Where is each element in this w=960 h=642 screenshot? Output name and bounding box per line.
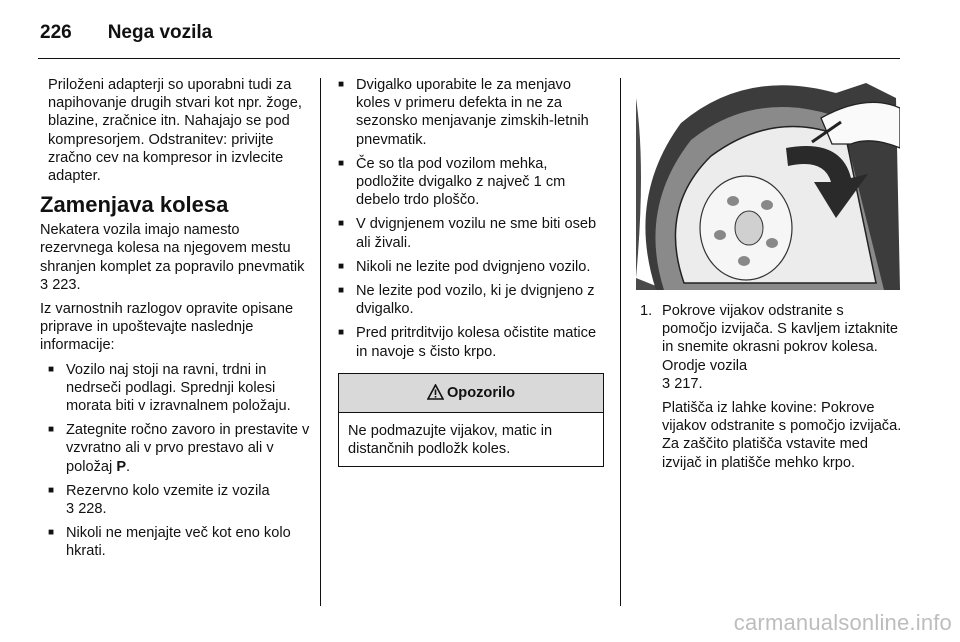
section-heading: Zamenjava kolesa xyxy=(40,192,229,218)
gear-position: P xyxy=(116,458,127,475)
list-item xyxy=(338,215,604,251)
reference-icon: 3 xyxy=(662,375,671,392)
bullet-icon: ■ xyxy=(48,363,55,375)
bullet-icon: ■ xyxy=(338,218,345,230)
list-item-text: Vozilo naj stoji na ravni, trdni in nedrseči podlagi. Sprednji kolesi morata biti v izravnalnem položaju. xyxy=(66,361,291,415)
list-item xyxy=(338,282,604,318)
list-item xyxy=(338,155,604,210)
page-header xyxy=(40,22,212,44)
reference-icon: 3 xyxy=(66,501,75,518)
list-item-text: V dvignjenem vozilu ne sme biti oseb ali živali. xyxy=(356,216,597,251)
column-2 xyxy=(338,76,604,467)
bullet-icon: ■ xyxy=(48,424,55,436)
intro-paragraph: Priloženi adapterji so uporabni tudi za napihovanje drugih stvari kot npr. žoge, blazine, zračnice itn. Nahajajo se pod kompresorjem. Odstranitev: privijte zračno cev na kompresor in izvlecite adapter. xyxy=(48,77,302,185)
list-item-text: Ne lezite pod vozilo, ki je dvignjeno z dvigalko. xyxy=(356,283,595,318)
list-item-text: Pred pritrditvijo kolesa očistite matice in navoje s čisto krpo. xyxy=(356,325,597,360)
bolt-cap-icon xyxy=(714,230,726,240)
list-item-text: Rezervno kolo vzemite iz vozila xyxy=(66,482,270,499)
step-extra-text: Platišča iz lahke kovine: Pokrove vijakov odstranite s pomočjo izvijača. Za zaščito platišča vstavite med izvijač in platišče mehko krpo. xyxy=(662,400,902,471)
column-3 xyxy=(640,302,902,472)
bolt-cap-icon xyxy=(761,200,773,210)
bolt-cap-icon xyxy=(738,256,750,266)
list-item xyxy=(338,324,604,360)
paragraph-2: Iz varnostnih razlogov opravite opisane priprave in upoštevajte naslednje informacije: xyxy=(40,301,294,354)
column-divider-1 xyxy=(320,78,321,606)
list-item xyxy=(48,524,312,560)
warning-body: Ne podmazujte vijakov, matic in distančnih podložk koles. xyxy=(348,422,553,458)
hub-center-icon xyxy=(735,211,763,245)
list-item xyxy=(48,421,312,476)
bullet-list-1 xyxy=(40,361,312,561)
page-number: 226 xyxy=(40,22,72,43)
bullet-icon: ■ xyxy=(338,285,345,297)
paragraph-1-text: Nekatera vozila imajo namesto rezervnega kolesa na njegovem mestu shranjen komplet za popravilo pnevmatik xyxy=(40,222,305,275)
bullet-icon: ■ xyxy=(48,527,55,539)
page-reference: 228. xyxy=(78,501,107,518)
list-item-text: Dvigalko uporabite le za menjavo koles v primeru defekta in ne za sezonsko menjavanje zimskih-letnih pnevmatik. xyxy=(356,77,589,148)
bullet-icon: ■ xyxy=(48,484,55,496)
step-text: Pokrove vijakov odstranite s pomočjo izvijača. S kavljem iztaknite in snemite okrasni pokrov kolesa. Orodje vozila xyxy=(662,303,899,374)
list-item-text: Nikoli ne menjajte več kot eno kolo hkrati. xyxy=(66,525,291,560)
column-divider-2 xyxy=(620,78,621,606)
list-item-text: Zategnite ročno zavoro in prestavite v vzvratno ali v prvo prestavo ali v položaj xyxy=(66,422,310,475)
bullet-icon: ■ xyxy=(338,260,345,272)
reference-icon: 3 xyxy=(40,276,49,293)
header-rule xyxy=(38,58,900,59)
bullet-icon: ■ xyxy=(338,327,345,339)
list-item-text: Če so tla pod vozilom mehka, podložite dvigalko z največ 1 cm debelo trdo ploščo. xyxy=(356,155,566,209)
bullet-list-2 xyxy=(338,76,604,361)
bullet-icon: ■ xyxy=(338,79,345,90)
list-item-end: . xyxy=(126,458,131,475)
step-number: 1. xyxy=(640,303,653,319)
list-item xyxy=(640,302,902,472)
bolt-cap-icon xyxy=(766,238,778,248)
warning-triangle-icon xyxy=(427,384,444,400)
step-list xyxy=(640,302,902,472)
paragraph-1 xyxy=(40,221,312,294)
list-item xyxy=(338,258,604,276)
column-1 xyxy=(40,76,312,567)
page-reference: 223. xyxy=(52,276,81,293)
list-item-text: Nikoli ne lezite pod dvignjeno vozilo. xyxy=(356,258,591,275)
bolt-cap-icon xyxy=(727,196,739,206)
list-item xyxy=(48,482,312,518)
warning-header xyxy=(339,374,603,413)
wheel-cover-illustration xyxy=(636,78,900,290)
warning-box xyxy=(338,373,604,467)
list-item xyxy=(338,76,604,149)
list-item xyxy=(48,361,312,416)
warning-title: Opozorilo xyxy=(446,384,516,401)
page-title: Nega vozila xyxy=(107,22,213,43)
page-reference: 217. xyxy=(674,375,703,392)
watermark: carmanualsonline.info xyxy=(733,610,952,635)
bullet-icon: ■ xyxy=(338,157,345,169)
